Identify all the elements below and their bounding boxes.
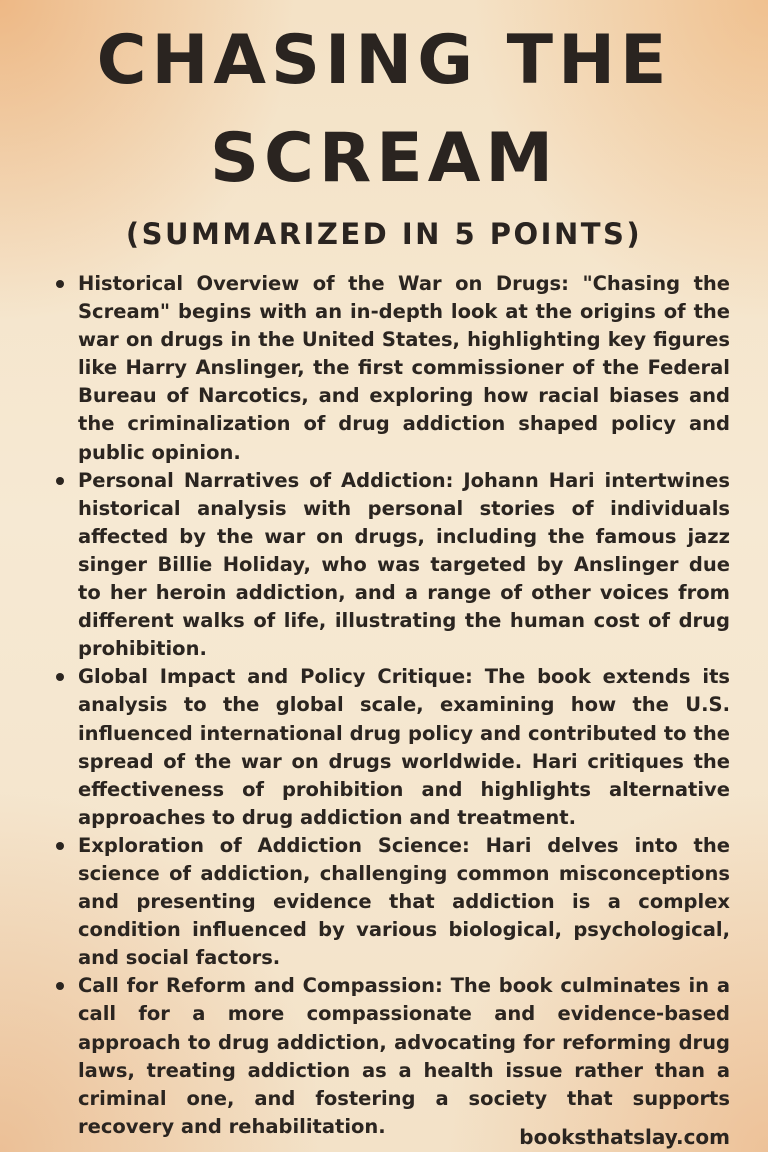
- summary-point-list: [48, 270, 730, 1141]
- bullet-dot-icon: [56, 842, 64, 850]
- summary-point: [48, 832, 730, 972]
- summary-point-text: Call for Reform and Compassion: The book culminates in a call for a more compassionate and evidence-based approach to drug addiction, advocating for reforming drug laws, treating addiction as a health issue rather than a criminal one, and fostering a society that supports recovery and rehabilitation.: [78, 974, 730, 1138]
- bullet-dot-icon: [56, 673, 64, 681]
- summary-point: [48, 663, 730, 832]
- bullet-dot-icon: [56, 280, 64, 288]
- summary-point-text: Personal Narratives of Addiction: Johann Hari intertwines historical analysis with personal stories of individuals affected by the war on drugs, including the famous jazz singer Billie Holiday, who was targeted by Anslinger due to her heroin addiction, and a range of other voices from different walks of life, illustrating the human cost of drug prohibition.: [78, 468, 730, 661]
- website-watermark: booksthatslay.com: [519, 1125, 730, 1149]
- bullet-dot-icon: [56, 982, 64, 990]
- summary-point-text: Exploration of Addiction Science: Hari delves into the science of addiction, challenging common misconceptions and presenting evidence that addiction is a complex condition influenced by various biological, psychological, and social factors.: [78, 833, 730, 970]
- summary-point-text: Historical Overview of the War on Drugs: "Chasing the Scream" begins with an in-depth look at the origins of the war on drugs in the United States, highlighting key figures like Harry Anslinger, the first commissioner of the Federal Bureau of Narcotics, and exploring how racial biases and the criminalization of drug addiction shaped policy and public opinion.: [78, 272, 730, 464]
- subtitle: (SUMMARIZED IN 5 POINTS): [125, 217, 643, 251]
- summary-point: [48, 270, 730, 467]
- page-title-line-2: SCREAM: [210, 119, 558, 198]
- page-title-line-1: CHASING THE: [96, 21, 672, 100]
- summary-point: [48, 467, 730, 664]
- summary-point-text: Global Impact and Policy Critique: The book extends its analysis to the global scale, examining how the U.S. influenced international drug policy and contributed to the spread of the war on drugs worldwide. Hari critiques the effectiveness of prohibition and highlights alternative approaches to drug addiction and treatment.: [78, 665, 730, 829]
- summary-point: [48, 972, 730, 1141]
- bullet-dot-icon: [56, 477, 64, 485]
